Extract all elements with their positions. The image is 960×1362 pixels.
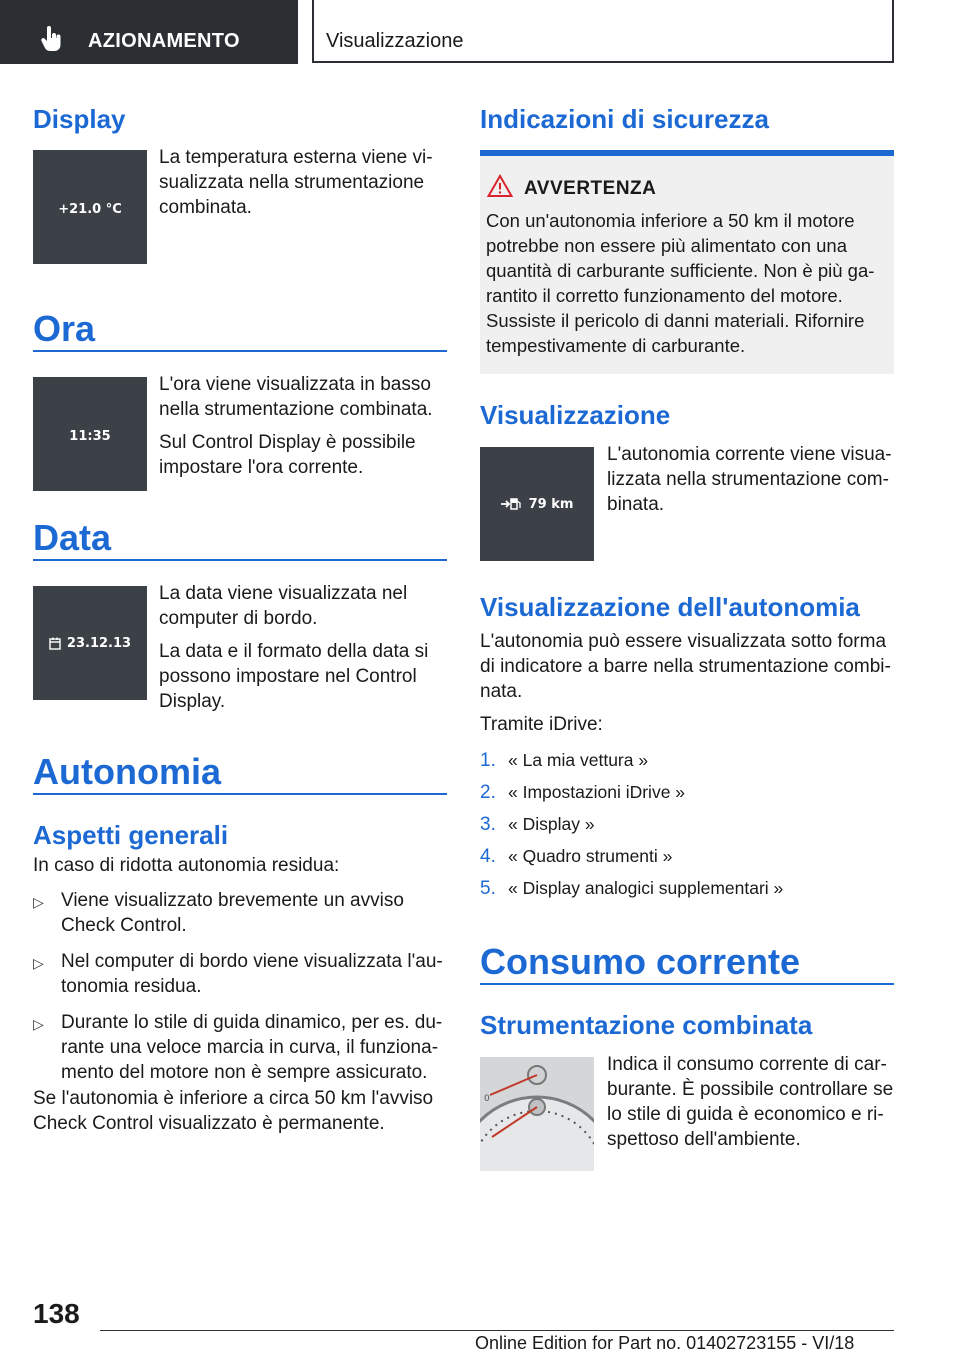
gauge-icon [480,1057,594,1171]
clock-readout: 11:35 [69,428,111,444]
triangle-bullet-icon: ▷ [33,955,44,971]
section-tab [312,0,894,63]
vis-autonomia-paragraph-1: L'autonomia può essere visualizzata sotto forma di indicatore a barre nella strumentazione combi-nata. [480,631,891,702]
vis-autonomia-text [480,629,894,745]
chapter-title: AZIONAMENTO [88,30,240,52]
page-number: 138 [33,1298,80,1329]
ora-rule [33,350,447,352]
consumo-text [607,1052,895,1160]
sicurezza-heading: Indicazioni di sicurezza [480,104,769,134]
footer-rule [100,1330,894,1331]
list-item: 4. « Quadro strumenti » [480,846,673,867]
consumption-gauge-image [480,1057,594,1171]
hand-pointer-icon [40,26,64,52]
consumo-paragraph: Indica il consumo corrente di car-burante. È possibile controllare se lo stile di guida è economico e ri-spettoso dell'ambiente. [607,1054,894,1150]
range-display-image [480,447,594,561]
data-paragraph-2: La data e il formato della data si possono impostare nel Control Display. [159,641,429,712]
list-item: 3. « Display » [480,814,595,835]
display-paragraph: La temperatura esterna viene vi-sualizzata nella strumentazione combinata. [159,147,433,218]
aspetti-generali-heading: Aspetti generali [33,820,229,850]
temperature-readout: +21.0 °C [58,201,122,217]
warning-triangle-icon [487,174,513,198]
triangle-bullet-icon: ▷ [33,894,44,910]
ora-text [159,372,447,488]
display-text [159,145,447,228]
display-heading: Display [33,104,126,134]
ora-heading: Ora [33,308,96,349]
section-title: Visualizzazione [326,30,464,52]
date-readout: 23.12.13 [66,635,132,651]
data-rule [33,559,447,561]
list-item: ▷ Viene visualizzato brevemente un avviso Check Control. [33,890,404,936]
autonomia-heading: Autonomia [33,751,221,792]
autonomia-outro-paragraph: Se l'autonomia è inferiore a circa 50 km l'avviso Check Control visualizzato è permanente. [33,1088,434,1134]
calendar-icon [49,637,61,650]
triangle-bullet-icon: ▷ [33,1016,44,1032]
list-item: 5. « Display analogici supplementari » [480,878,784,899]
autonomia-intro-paragraph: In caso di ridotta autonomia residua: [33,855,340,876]
fuel-range-icon [501,498,521,510]
strumentazione-heading: Strumentazione combinata [480,1010,813,1040]
footer-edition: Online Edition for Part no. 01402723155 - VI/18 [475,1333,855,1353]
visualizzazione-heading: Visualizzazione [480,400,671,430]
warning-title: AVVERTENZA [524,178,657,199]
data-heading: Data [33,517,112,558]
list-item: 2. « Impostazioni iDrive » [480,782,686,803]
clock-display-image [33,377,147,491]
svg-text:0: 0 [484,1094,490,1104]
date-display-image [33,586,147,700]
autonomia-rule [33,793,447,795]
autonomia-bullet-list [33,888,447,1096]
list-item: ▷ Durante lo stile di guida dinamico, per es. du-rante una veloce marcia in curva, il funziona-mento del motore non è sempre assicurato. [33,1012,443,1083]
list-item: 1. « La mia vettura » [480,750,649,771]
chapter-tab [0,0,298,64]
consumo-rule [480,983,894,985]
autonomia-intro [33,853,447,886]
temperature-display-image [33,150,147,264]
vis-autonomia-heading: Visualizzazione dell'autonomia [480,592,860,622]
ora-paragraph-1: L'ora viene visualizzata in basso nella strumentazione combinata. [159,374,433,420]
visualizzazione-text [607,442,895,525]
consumo-heading: Consumo corrente [480,941,801,982]
range-readout: 79 km [528,496,574,512]
idrive-steps-list [480,750,783,910]
warning-box [480,150,894,374]
ora-paragraph-2: Sul Control Display è possibile impostare l'ora corrente. [159,432,416,478]
vis-autonomia-paragraph-2: Tramite iDrive: [480,714,603,735]
warning-text: Con un'autonomia inferiore a 50 km il motore potrebbe non essere più alimentato con una quantità di carburante sufficiente. Non è più ga-rantito il corretto funzionamento del motore. Sussiste il pericolo di danni materiali. Rifornire tempestivamente di carburante. [486,210,875,356]
list-item: ▷ Nel computer di bordo viene visualizzata l'au-tonomia residua. [33,951,443,997]
data-text [159,581,447,722]
visualizzazione-paragraph: L'autonomia corrente viene visua-lizzata nella strumentazione com-binata. [607,444,892,515]
autonomia-outro [33,1086,447,1144]
data-paragraph-1: La data viene visualizzata nel computer di bordo. [159,583,408,629]
